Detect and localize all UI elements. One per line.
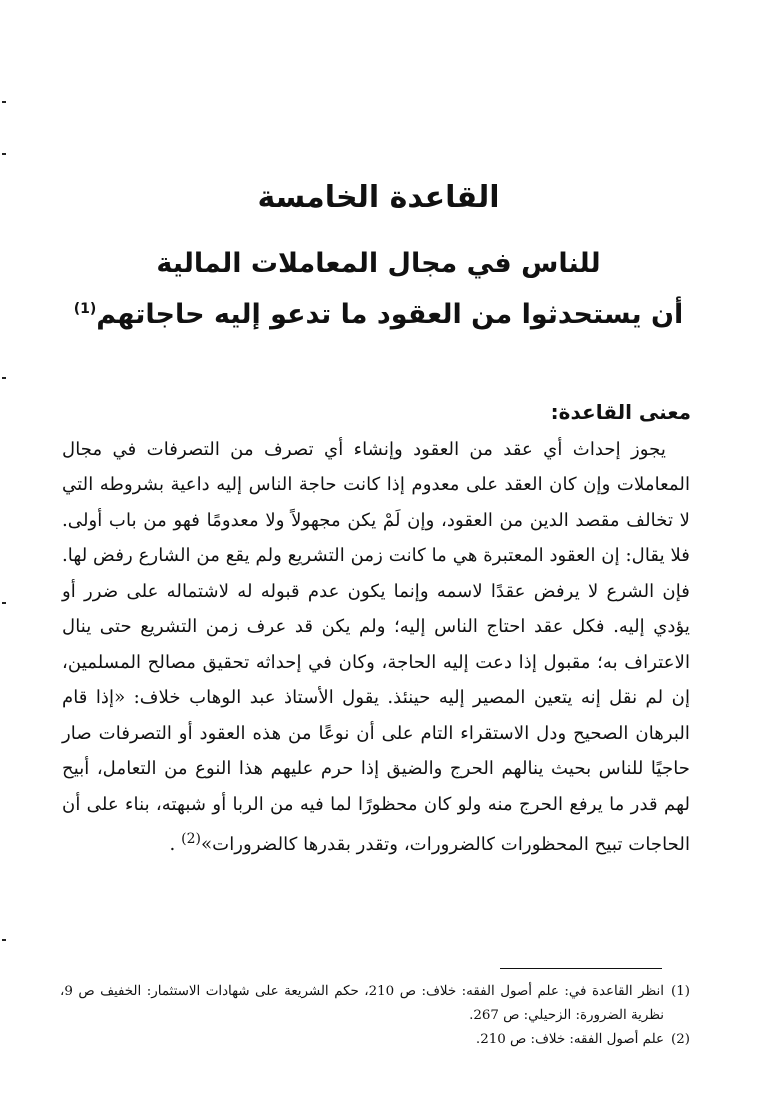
footnote-number: (2) [671, 1032, 690, 1047]
rule-subtitle-line1: للناس في مجال المعاملات المالية [156, 248, 601, 279]
body-paragraph [62, 432, 690, 863]
scan-edge-mark [2, 939, 6, 941]
body-end-punctuation: . [169, 834, 176, 856]
scan-edge-mark [2, 101, 6, 103]
footnotes [60, 980, 690, 1052]
footnote-item [60, 980, 690, 1028]
footnote-separator [500, 968, 662, 969]
section-heading: معنى القاعدة: [550, 400, 691, 424]
footnote-item [60, 1028, 690, 1052]
footnote-number: (1) [671, 984, 690, 999]
rule-subtitle-line2 [60, 287, 697, 337]
footnote-ref-2[interactable]: (2) [181, 830, 201, 847]
footnote-ref-1[interactable]: (1) [73, 301, 97, 317]
scan-edge-mark [2, 602, 6, 604]
body-text [62, 432, 690, 863]
scan-edge-mark [2, 377, 6, 379]
rule-subtitle-line2-text: أن يستحدثوا من العقود ما تدعو إليه حاجاتهم [96, 299, 684, 330]
scan-edge-mark [2, 153, 6, 155]
footnote-text: علم أصول الفقه: خلاف: ص 210. [475, 1032, 664, 1047]
body-paragraph-text: يجوز إحداث أي عقد من العقود وإنشاء أي تصرف من التصرفات في مجال المعاملات وإن كان العقد على معدوم إذا كانت حاجة الناس إليه داعية بشروطه التي لا تخالف مقصد الدين من العقود، وإن لَمْ يكن مجهولاً ولا معدومًا فهو من باب أولى. فلا يقال: إن العقود المعتبرة هي ما كانت زمن التشريع ولم يقع من الشارع رفض لها. فإن الشرع لا يرفض عقدًا لاسمه وإنما يكون عدم قبوله له لاشتماله على ضرر أو يؤدي إليه. فكل عقد احتاج الناس إليه؛ ولم يكن قد عرف زمن التشريع حتى ينال الاعتراف به؛ مقبول إذا دعت إليه الحاجة، وكان في إحداثه تحقيق مصالح المسلمين، إن لم نقل إنه يتعين المصير إليه حينئذ. يقول الأستاذ عبد الوهاب خلاف: «إذا قام البرهان الصحيح ودل الاستقراء التام على أن نوعًا من هذه العقود أو التصرفات صار حاجيًا للناس بحيث ينالهم الحرج والضيق إذا حرم عليهم هذا النوع من التعامل، أبيح لهم قدر ما يرفع الحرج منه ولو كان محظورًا لما فيه من الربا أو شبهته، بناء على أن الحاجات تبيح المحظورات كالضرورات، وتقدر بقدرها كالضرورات» [62, 439, 690, 856]
rule-title: القاعدة الخامسة [257, 180, 500, 215]
footnote-text: انظر القاعدة في: علم أصول الفقه: خلاف: ص 210، حكم الشريعة على شهادات الاستثمار: الخفيف ص 9، نظرية الضرورة: الزحيلي: ص 267. [60, 984, 664, 1023]
